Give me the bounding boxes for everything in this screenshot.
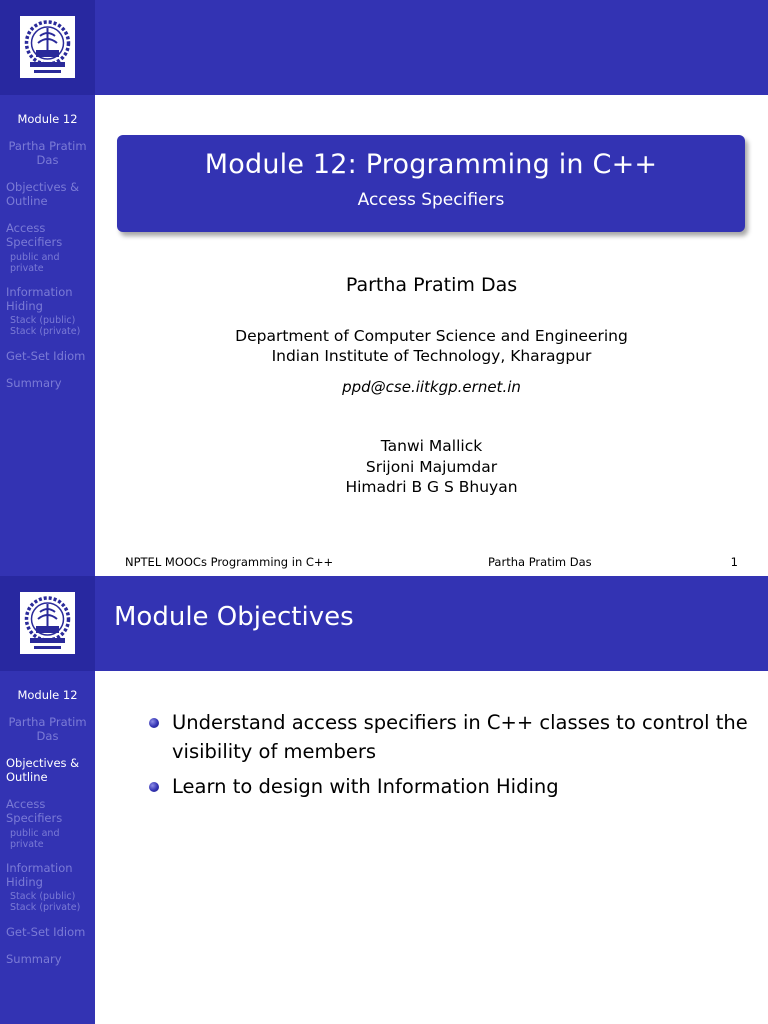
logo-area bbox=[0, 0, 95, 95]
sidebar bbox=[0, 576, 95, 1024]
author-name: Partha Pratim Das bbox=[345, 274, 518, 296]
nav-information-hiding[interactable]: Information Hiding bbox=[6, 285, 73, 313]
nav-summary[interactable]: Summary bbox=[6, 376, 62, 390]
title-box bbox=[117, 135, 745, 232]
nav-access-specifiers[interactable]: Access Specifiers bbox=[6, 221, 63, 249]
nav-public-private[interactable]: public and private bbox=[10, 252, 60, 274]
iit-kharagpur-logo-icon bbox=[20, 16, 75, 78]
sidebar-nav bbox=[0, 688, 95, 979]
nav-objectives[interactable]: Objectives & Outline bbox=[6, 180, 80, 208]
nav-stack-public[interactable]: Stack (public) bbox=[10, 891, 76, 902]
slide-title: Module 12: Programming in C++ bbox=[204, 149, 658, 180]
nav-stack-public[interactable]: Stack (public) bbox=[10, 315, 76, 326]
assistant-name: Tanwi Mallick bbox=[380, 437, 483, 455]
nav-author[interactable]: Partha Pratim Das bbox=[8, 715, 87, 743]
footer-course: NPTEL MOOCs Programming in C++ bbox=[125, 555, 334, 569]
assistant-name: Himadri B G S Bhuyan bbox=[345, 478, 518, 496]
objectives-list bbox=[148, 708, 748, 807]
bullet-text: Understand access specifiers in C++ classes to control the visibility of members bbox=[172, 711, 748, 763]
slide-title: Module Objectives bbox=[114, 602, 354, 632]
department: Department of Computer Science and Engineering bbox=[235, 327, 628, 345]
bullet-icon bbox=[149, 718, 159, 728]
assistant-name: Srijoni Majumdar bbox=[365, 457, 498, 476]
affiliation bbox=[95, 326, 768, 366]
nav-summary[interactable]: Summary bbox=[6, 952, 62, 966]
nav-information-hiding[interactable]: Information Hiding bbox=[6, 861, 73, 889]
nav-objectives[interactable]: Objectives & Outline bbox=[6, 756, 80, 784]
nav-module[interactable]: Module 12 bbox=[17, 688, 78, 702]
list-item bbox=[148, 708, 748, 766]
logo-area bbox=[0, 576, 95, 671]
assistants bbox=[95, 436, 768, 498]
objectives-slide bbox=[0, 576, 768, 1024]
nav-module[interactable]: Module 12 bbox=[17, 112, 78, 126]
nav-get-set-idiom[interactable]: Get-Set Idiom bbox=[6, 349, 86, 363]
footer-author: Partha Pratim Das bbox=[488, 555, 592, 569]
bullet-icon bbox=[149, 782, 159, 792]
institute: Indian Institute of Technology, Kharagpur bbox=[271, 347, 592, 365]
nav-stack-private[interactable]: Stack (private) bbox=[10, 902, 81, 913]
nav-author[interactable]: Partha Pratim Das bbox=[8, 139, 87, 167]
nav-access-specifiers[interactable]: Access Specifiers bbox=[6, 797, 63, 825]
top-bar bbox=[95, 0, 768, 95]
footer-page-number: 1 bbox=[730, 555, 738, 569]
nav-public-private[interactable]: public and private bbox=[10, 828, 60, 850]
nav-stack-private[interactable]: Stack (private) bbox=[10, 326, 81, 337]
bullet-text: Learn to design with Information Hiding bbox=[172, 775, 559, 798]
slide-subtitle: Access Specifiers bbox=[357, 190, 505, 210]
author-email: ppd@cse.iitkgp.ernet.in bbox=[342, 378, 521, 396]
list-item bbox=[148, 772, 748, 801]
sidebar-nav bbox=[0, 112, 95, 403]
nav-get-set-idiom[interactable]: Get-Set Idiom bbox=[6, 925, 86, 939]
iit-kharagpur-logo-icon bbox=[20, 592, 75, 654]
sidebar bbox=[0, 0, 95, 576]
